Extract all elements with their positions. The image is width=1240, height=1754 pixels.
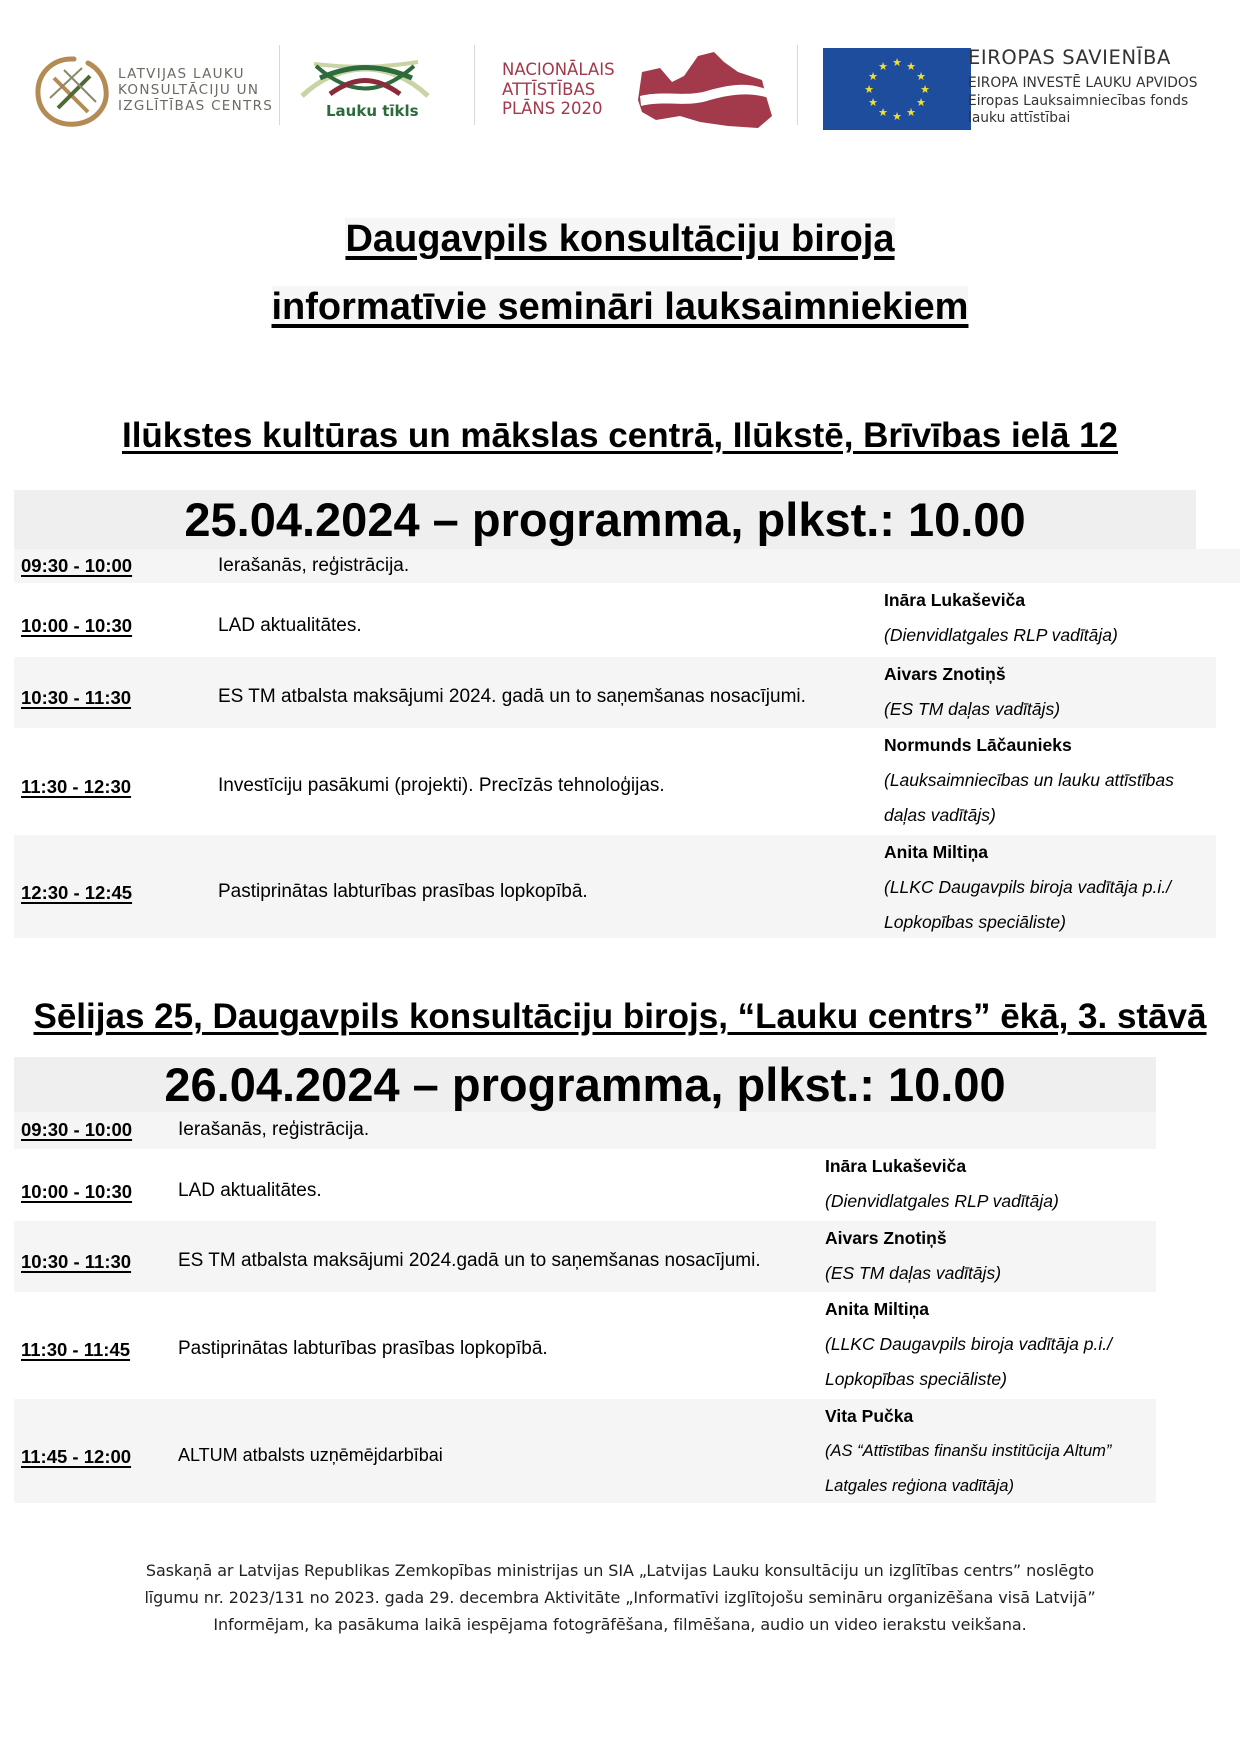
logo-divider — [279, 45, 280, 125]
speaker — [825, 1399, 1111, 1504]
nap-logo-text — [502, 60, 615, 119]
speaker-role: (ES TM daļas vadītājs) — [825, 1263, 1002, 1283]
schedule-row — [14, 1221, 1156, 1292]
speaker-name: Aivars Znotiņš — [884, 664, 1006, 684]
time-slot: 11:30 - 12:30 — [21, 776, 132, 797]
location-text: Ilūkstes kultūras un mākslas centrā, Ilūkstē, Brīvības ielā 12 — [121, 416, 1119, 455]
svg-text:★: ★ — [892, 56, 902, 69]
schedule-row — [14, 1292, 1156, 1399]
svg-text:★: ★ — [916, 96, 926, 109]
schedule-row — [14, 1112, 1156, 1149]
speaker-role: (Dienvidlatgales RLP vadītāja) — [884, 625, 1118, 645]
lauku-tikls-label: Lauku tīkls — [326, 102, 419, 120]
time-slot: 09:30 - 10:00 — [21, 1119, 133, 1140]
footer-line: līgumu nr. 2023/131 no 2023. gada 29. decembra Aktivitāte „Informatīvi izglītojošu semināru organizēšana visā Latvijā” — [144, 1588, 1096, 1607]
svg-text:★: ★ — [920, 83, 930, 96]
llkc-line: IZGLĪTĪBAS CENTRS — [118, 98, 274, 114]
svg-text:★: ★ — [906, 106, 916, 119]
nap-line: PLĀNS 2020 — [502, 99, 603, 118]
time-slot: 10:30 - 11:30 — [21, 1251, 132, 1272]
title-text: informatīvie semināri lauksaimniekiem — [271, 286, 969, 328]
speaker-name: Anita Miltiņa — [884, 842, 989, 862]
program-date-header: 25.04.2024 – programma, plkst.: 10.00 — [14, 490, 1196, 549]
location-text: Sēlijas 25, Daugavpils konsultāciju birojs, “Lauku centrs” ēkā, 3. stāvā — [33, 997, 1207, 1036]
svg-text:★: ★ — [906, 60, 916, 73]
speaker-role: (LLKC Daugavpils biroja vadītāja p.i./ — [825, 1334, 1112, 1354]
llkc-line: LATVIJAS LAUKU — [118, 66, 245, 82]
page-title-line-2 — [0, 286, 1240, 329]
eu-line: EIROPA INVESTĒ LAUKU APVIDOS — [968, 75, 1198, 91]
eu-flag-icon — [823, 48, 971, 130]
speaker-name: Aivars Znotiņš — [825, 1228, 947, 1248]
speaker-role: Lopkopības speciāliste) — [884, 912, 1066, 932]
speaker-role: (Lauksaimniecības un lauku attīstības — [884, 770, 1174, 790]
nap-line: ATTĪSTĪBAS — [502, 79, 596, 99]
speaker-role: Latgales reģiona vadītāja) — [825, 1477, 1014, 1495]
svg-text:★: ★ — [878, 106, 888, 119]
lauku-tikls-logo-icon — [300, 56, 430, 104]
speaker-role: Lopkopības speciāliste) — [825, 1369, 1007, 1389]
page-title-line-1 — [0, 218, 1240, 261]
topic: LAD aktualitātes. — [178, 1180, 322, 1201]
eu-line: Eiropas Lauksaimniecības fonds — [968, 92, 1189, 109]
footer-note — [0, 1557, 1240, 1638]
speaker — [825, 1292, 1112, 1397]
speaker — [884, 728, 1174, 833]
program-date-header: 26.04.2024 – programma, plkst.: 10.00 — [14, 1057, 1156, 1112]
nap-line: NACIONĀLAIS — [502, 60, 615, 79]
topic: Ierašanās, reģistrācija. — [178, 1119, 370, 1140]
topic: Investīciju pasākumi (projekti). Precīzās tehnoloģijas. — [218, 775, 665, 796]
logo-divider — [797, 45, 798, 125]
svg-text:★: ★ — [868, 96, 878, 109]
schedule-row — [14, 549, 1240, 583]
speaker — [884, 657, 1060, 727]
llkc-line: KONSULTĀCIJU UN — [118, 82, 260, 98]
speaker-role: (AS “Attīstības finanšu institūcija Altum” — [825, 1442, 1112, 1460]
topic: ES TM atbalsta maksājumi 2024.gadā un to saņemšanas nosacījumi. — [178, 1250, 761, 1271]
time-slot: 12:30 - 12:45 — [21, 882, 133, 903]
eu-stars-icon — [823, 48, 971, 130]
speaker-role: daļas vadītājs) — [884, 805, 996, 825]
latvia-map-icon — [636, 50, 774, 130]
speaker — [825, 1149, 1059, 1219]
time-slot: 11:30 - 11:45 — [21, 1339, 131, 1360]
svg-text:★: ★ — [878, 60, 888, 73]
llkc-logo-text — [118, 66, 273, 114]
speaker-name: Vita Pučka — [825, 1406, 914, 1426]
session-location — [0, 997, 1240, 1037]
eu-subtitle — [968, 75, 1198, 128]
speaker-role: (LLKC Daugavpils biroja vadītāja p.i./ — [884, 877, 1171, 897]
time-slot: 10:00 - 10:30 — [21, 615, 133, 636]
schedule-row — [14, 1399, 1156, 1503]
time-slot: 10:30 - 11:30 — [21, 687, 132, 708]
time-slot: 10:00 - 10:30 — [21, 1181, 133, 1202]
svg-text:★: ★ — [892, 110, 902, 123]
time-slot: 11:45 - 12:00 — [21, 1446, 132, 1467]
eu-title: EIROPAS SAVIENĪBA — [968, 46, 1171, 69]
session-location — [0, 416, 1240, 456]
speaker — [825, 1221, 1001, 1291]
topic: LAD aktualitātes. — [218, 615, 362, 636]
schedule-row — [14, 583, 1240, 657]
title-text: Daugavpils konsultāciju biroja — [345, 218, 895, 260]
eu-line: lauku attīstībai — [968, 110, 1071, 126]
logo-divider — [474, 45, 475, 125]
speaker-role: (Dienvidlatgales RLP vadītāja) — [825, 1191, 1059, 1211]
speaker — [884, 583, 1118, 653]
speaker-name: Ināra Lukaševiča — [825, 1156, 967, 1176]
topic: ES TM atbalsta maksājumi 2024. gadā un to saņemšanas nosacījumi. — [218, 686, 806, 707]
llkc-logo-icon — [34, 56, 112, 128]
svg-text:★: ★ — [864, 83, 874, 96]
speaker-role: (ES TM daļas vadītājs) — [884, 699, 1061, 719]
topic: Ierašanās, reģistrācija. — [218, 555, 410, 576]
schedule-row — [14, 835, 1216, 938]
speaker — [884, 835, 1171, 940]
speaker-name: Normunds Lāčaunieks — [884, 735, 1072, 755]
footer-line: Informējam, ka pasākuma laikā iespējama fotogrāfēšana, filmēšana, audio un video ierakstu veikšana. — [213, 1615, 1027, 1634]
topic: Pastiprinātas labturības prasības lopkopībā. — [218, 881, 588, 902]
time-slot: 09:30 - 10:00 — [21, 555, 133, 576]
svg-text:★: ★ — [916, 70, 926, 83]
speaker-name: Anita Miltiņa — [825, 1299, 930, 1319]
topic: ALTUM atbalsts uzņēmējdarbībai — [178, 1445, 443, 1465]
svg-text:★: ★ — [868, 70, 878, 83]
schedule-row — [14, 1149, 1156, 1221]
schedule-row — [14, 657, 1216, 728]
topic: Pastiprinātas labturības prasības lopkopībā. — [178, 1338, 548, 1359]
speaker-name: Ināra Lukaševiča — [884, 590, 1026, 610]
footer-line: Saskaņā ar Latvijas Republikas Zemkopības ministrijas un SIA „Latvijas Lauku konsultāciju un izglītības centrs” noslēgto — [145, 1561, 1095, 1580]
schedule-row — [14, 728, 1216, 835]
